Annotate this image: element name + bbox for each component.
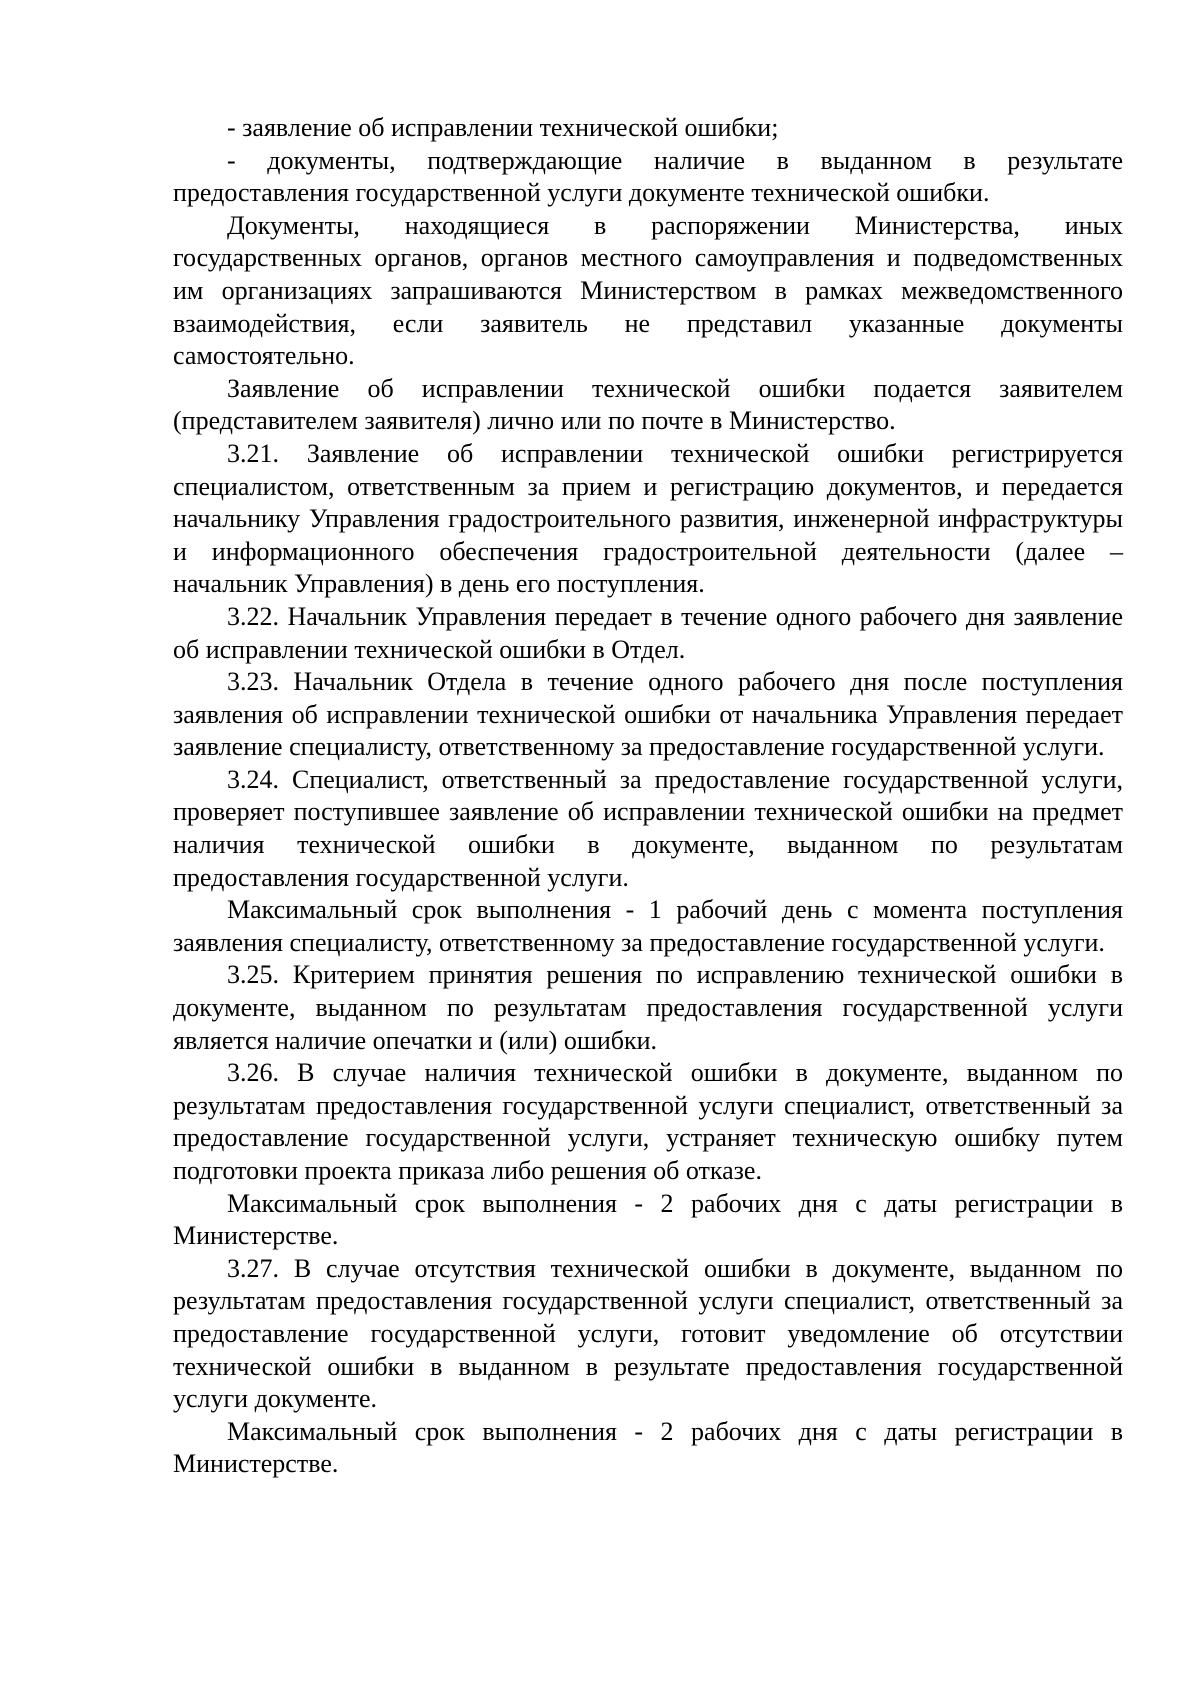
document-page: [173, 112, 1123, 1481]
paragraph-documents-in-possession: Документы, находящиеся в распоряжении Министерства, иных государственных органов, органов местного самоуправления и подведомственных им организациях запрашиваются Министерством в рамках межведомственного взаимодействия, если заявитель не представил указанные документы самостоятельно.: [173, 210, 1123, 371]
paragraph-max-term-2-days-second: Максимальный срок выполнения - 2 рабочих дня с даты регистрации в Министерстве.: [173, 1416, 1123, 1479]
paragraph-3-22: 3.22. Начальник Управления передает в течение одного рабочего дня заявление об исправлении технической ошибки в Отдел.: [173, 601, 1123, 664]
paragraph-3-26: 3.26. В случае наличия технической ошибки в документе, выданном по результатам предоставления государственной услуги специалист, ответственный за предоставление государственной услуги, устраняет техническую ошибку путем подготовки проекта приказа либо решения об отказе.: [173, 1058, 1123, 1185]
paragraph-application-submission: Заявление об исправлении технической ошибки подается заявителем (представителем заявителя) лично или по почте в Министерство.: [173, 373, 1123, 436]
paragraph-max-term-1-day: Максимальный срок выполнения - 1 рабочий день с момента поступления заявления специалисту, ответственному за предоставление государственной услуги.: [173, 895, 1123, 957]
paragraph-3-23: 3.23. Начальник Отдела в течение одного рабочего дня после поступления заявления об исправлении технической ошибки от начальника Управления передает заявление специалисту, ответственному за предоставление государственной услуги.: [173, 667, 1123, 762]
paragraph-3-24: 3.24. Специалист, ответственный за предоставление государственной услуги, проверяет поступившее заявление об исправлении технической ошибки на предмет наличия технической ошибки в документе, выданном по результатам предоставления государственной услуги.: [173, 764, 1123, 892]
paragraph-application-item: - заявление об исправлении технической ошибки;: [227, 113, 779, 142]
paragraph-3-25: 3.25. Критерием принятия решения по исправлению технической ошибки в документе, выданном по результатам предоставления государственной услуги является наличие опечатки и (или) ошибки.: [173, 960, 1123, 1055]
paragraph-max-term-2-days-first: Максимальный срок выполнения - 2 рабочих дня с даты регистрации в Министерстве.: [173, 1188, 1123, 1251]
paragraph-3-27: 3.27. В случае отсутствия технической ошибки в документе, выданном по результатам предоставления государственной услуги специалист, ответственный за предоставление государственной услуги, готовит уведомление об отсутствии технической ошибки в выданном в результате предоставления государственной услуги документе.: [173, 1253, 1123, 1414]
paragraph-3-21: 3.21. Заявление об исправлении технической ошибки регистрируется специалистом, ответственным за прием и регистрацию документов, и передается начальнику Управления градостроительного развития, инженерной инфраструктуры и информационного обеспечения градостроительной деятельности (далее – начальник Управления) в день его поступления.: [173, 438, 1123, 599]
paragraph-documents-item: - документы, подтверждающие наличие в выданном в результате предоставления государственной услуги документе технической ошибки.: [173, 145, 1123, 208]
